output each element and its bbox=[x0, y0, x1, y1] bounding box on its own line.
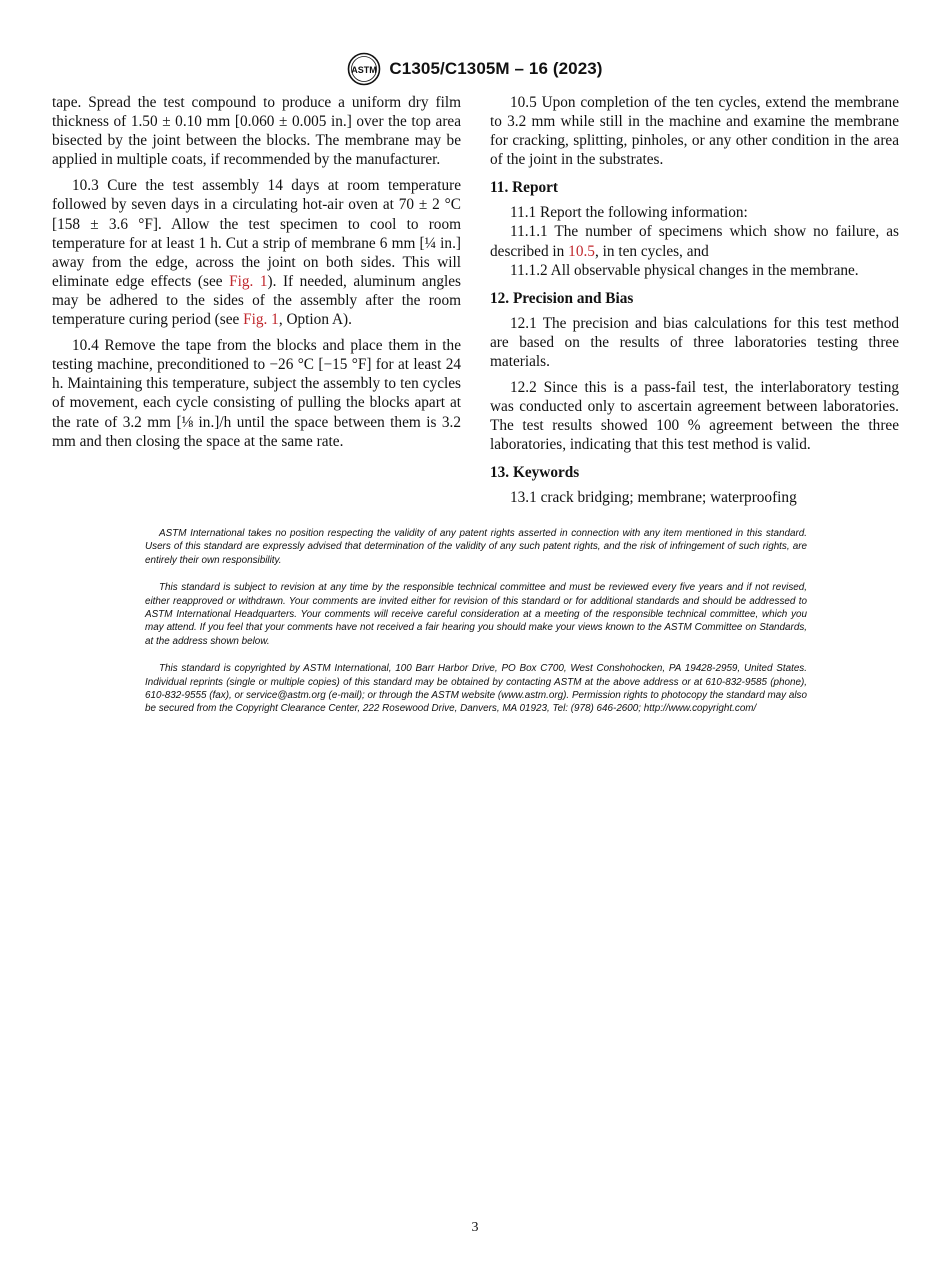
page-number: 3 bbox=[471, 1220, 479, 1235]
paragraph-11-1-1: 11.1.1 The number of specimens which show no failure, as described in 10.5, in ten cycles, and bbox=[490, 223, 899, 260]
right-column bbox=[490, 93, 899, 515]
left-column bbox=[52, 93, 461, 458]
copyright-notice: This standard is copyrighted by ASTM International, 100 Barr Harbor Drive, PO Box C700, West Conshohocken, PA 19428-2959, United States. Individual reprints (single or multiple copies) of this standard may be obtained by contacting ASTM at the above address or at 610-832-9585 (phone), 610-832-9555 (fax), or service@astm.org (e-mail); or through the ASTM website (www.astm.org). Permission rights to photocopy the standard may also be secured from the Copyright Clearance Center, 222 Rosewood Drive, Danvers, MA 01923, Tel: (978) 646-2600; http://www.copyright.com/ bbox=[145, 663, 807, 715]
revision-notice: This standard is subject to revision at any time by the responsible technical committee and must be reviewed every five years and if not revised, either reapproved or withdrawn. Your comments are invited either for revision of this standard or for additional standards and should be addressed to ASTM International Headquarters. Your comments will receive careful consideration at a meeting of the responsible technical committee, which you may attend. If you feel that your comments have not received a fair hearing you should make your views known to the ASTM Committee on Standards, at the address shown below. bbox=[145, 582, 807, 647]
document-title: C1305/C1305M – 16 (2023) bbox=[389, 59, 603, 78]
paragraph-10-5: 10.5 Upon completion of the ten cycles, extend the membrane to 3.2 mm while still in the machine and examine the membrane for cracking, splitting, pinholes, or any other condition in the area of the joint in the substrates. bbox=[490, 94, 899, 169]
paragraph-12-1: 12.1 The precision and bias calculations for this test method are based on the results of three laboratories testing three materials. bbox=[490, 314, 899, 370]
paragraph-13-1: 13.1 crack bridging; membrane; waterproofing bbox=[510, 489, 797, 507]
paragraph-12-2: 12.2 Since this is a pass-fail test, the interlaboratory testing was conducted only to ascertain agreement between laboratories. The test results showed 100 % agreement between the three laboratories, indicating that this test method is valid. bbox=[490, 379, 899, 454]
paragraph-11-1: 11.1 Report the following information: bbox=[510, 204, 748, 222]
patent-notice: ASTM International takes no position respecting the validity of any patent rights asserted in connection with any item mentioned in this standard. Users of this standard are expressly advised that determination of the validity of any such patent rights, and the risk of infringement of such rights, are entirely their own responsibility. bbox=[145, 528, 807, 566]
section-10-5-link[interactable]: 10.5 bbox=[568, 242, 595, 260]
astm-logo-icon bbox=[347, 52, 381, 86]
section-11-heading: 11. Report bbox=[490, 179, 558, 197]
logo-text: ASTM bbox=[351, 65, 378, 75]
legal-notes bbox=[145, 527, 807, 730]
paragraph-11-1-2: 11.1.2 All observable physical changes in the membrane. bbox=[510, 261, 859, 279]
section-12-heading: 12. Precision and Bias bbox=[490, 289, 634, 307]
paragraph-10-4: 10.4 Remove the tape from the blocks and place them in the testing machine, preconditioned to −26 °C [−15 °F] for at least 24 h. Maintaining this temperature, subject the assembly to ten cycles of movement, each cycle consisting of pulling the blocks apart at the rate of 3.2 mm [⅛ in.]/h until the space between them is 3.2 mm and then closing the space at the same rate. bbox=[52, 337, 461, 450]
paragraph-continued: tape. Spread the test compound to produce a uniform dry film thickness of 1.50 ± 0.10 mm [0.060 ± 0.005 in.] over the top area bisected by the joint between the blocks. The membrane may be applied in multiple coats, if recommended by the manufacturer. bbox=[52, 94, 461, 169]
section-13-heading: 13. Keywords bbox=[490, 464, 580, 482]
fig-1-link-option-a[interactable]: Fig. 1 bbox=[243, 311, 279, 329]
paragraph-10-3: 10.3 Cure the test assembly 14 days at room temperature followed by seven days in a circulating hot-air oven at 70 ± 2 °C [158 ± 3.6 °F]. Allow the test specimen to cool to room temperature for at least 1 h. Cut a strip of membrane 6 mm [¼ in.] away from the edge, across the joint on both sides. This will eliminate edge effects (see Fig. 1). If needed, aluminum angles may be adhered to the sides of the assembly after the room temperature curing period (see Fig. 1, Option A). bbox=[52, 177, 461, 329]
page-header bbox=[0, 52, 950, 91]
fig-1-link[interactable]: Fig. 1 bbox=[229, 272, 268, 290]
